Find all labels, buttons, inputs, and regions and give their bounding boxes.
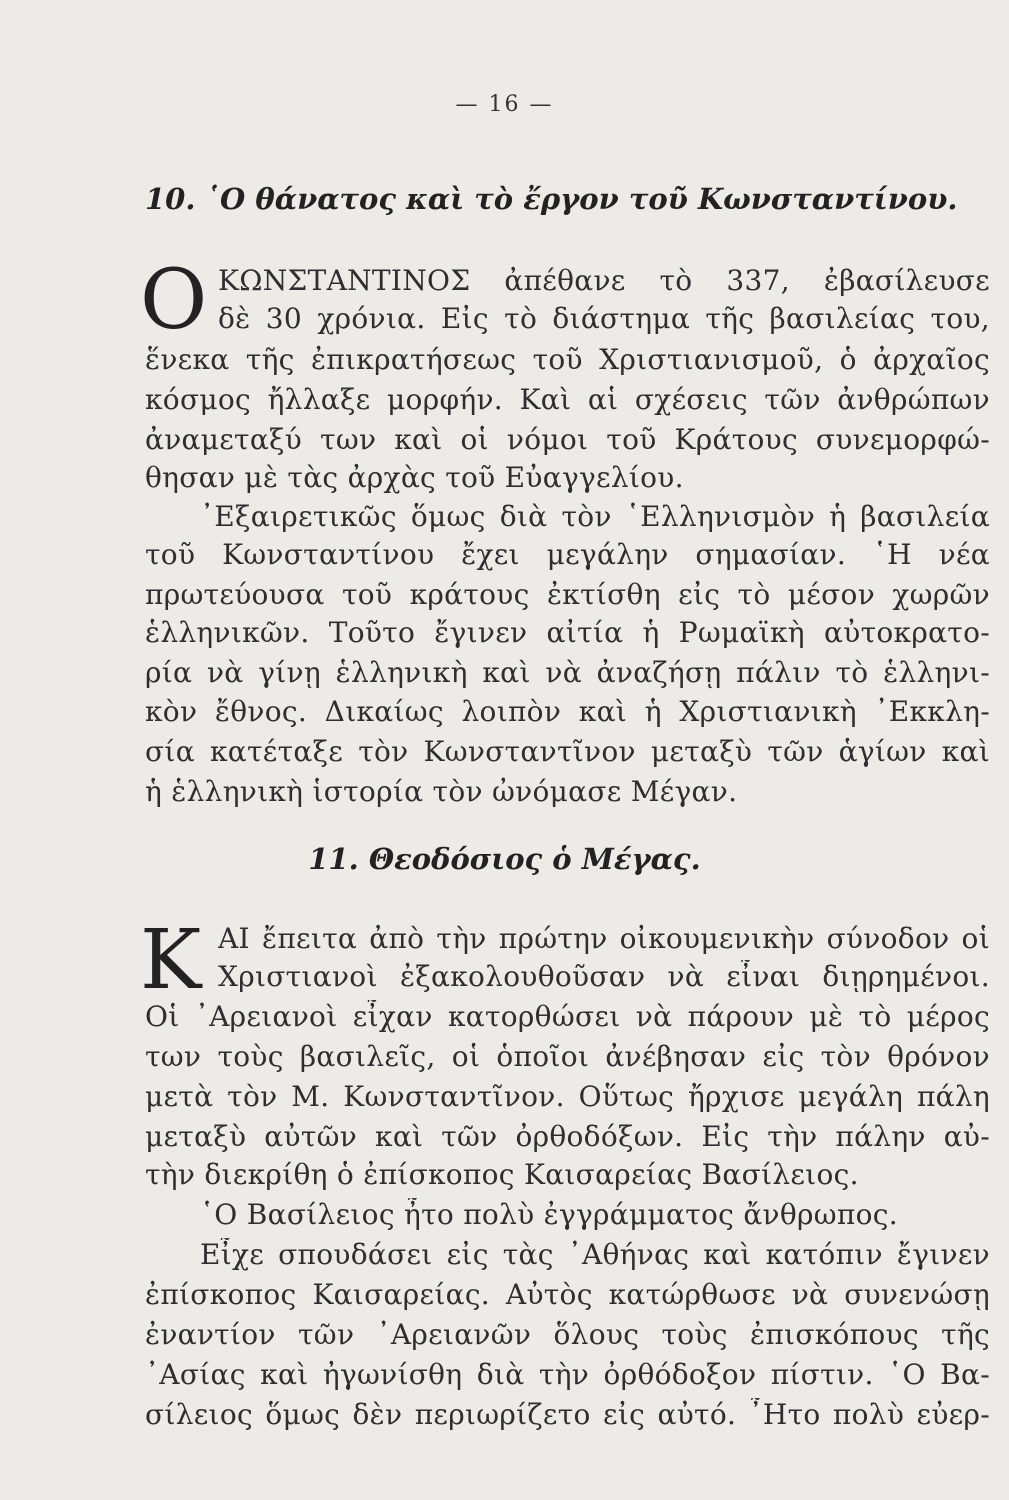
paragraph-line: Εἶχε σπουδάσει εἰς τὰς ᾿Αθήνας καὶ κατόπιν ἔγινεν <box>200 1238 990 1271</box>
paragraph-line: τοῦ Κωνσταντίνου ἔχει μεγάλην σημασίαν. ῾Η νέα <box>145 538 990 571</box>
paragraph-line: κόσμος ἤλλαξε μορφήν. Καὶ αἱ σχέσεις τῶν ἀνθρώπων <box>145 383 990 416</box>
paragraph-line: ἀναμεταξύ των καὶ οἱ νόμοι τοῦ Κράτους συνεμορφώ- <box>145 423 990 456</box>
paragraph-line: ἐναντίον τῶν ᾿Αρειανῶν ὅλους τοὺς ἐπισκόπους τῆς <box>145 1318 990 1351</box>
drop-cap: Κ <box>140 913 202 1008</box>
section-heading-10: 10. ῾Ο θάνατος καὶ τὸ ἔργον τοῦ Κωνσταντίνου. <box>145 182 958 216</box>
paragraph-line: ᾿Ασίας καὶ ἠγωνίσθη διὰ τὴν ὀρθόδοξον πίστιν. ῾Ο Βα- <box>145 1358 990 1391</box>
paragraph-line: ἡ ἑλληνικὴ ἱστορία τὸν ὠνόμασε Μέγαν. <box>145 775 738 808</box>
paragraph-line: ῾Ο Βασίλειος ἦτο πολὺ ἐγγράμματος ἄνθρωπος. <box>200 1198 898 1231</box>
paragraph-line: των τοὺς βασιλεῖς, οἱ ὁποῖοι ἀνέβησαν εἰς τὸν θρόνον <box>145 1040 990 1073</box>
page-number: — 16 — <box>455 92 554 117</box>
paragraph-line: Χριστιανοὶ ἐξακολουθοῦσαν νὰ εἶναι διῃρημένοι. <box>218 960 990 993</box>
paragraph-line: ρία νὰ γίνῃ ἑλληνικὴ καὶ νὰ ἀναζήσῃ πάλιν τὸ ἑλληνι- <box>145 656 990 689</box>
paragraph-line: Οἱ ᾿Αρειανοὶ εἶχαν κατορθώσει νὰ πάρουν μὲ τὸ μέρος <box>145 1000 990 1033</box>
paragraph-line: ΚΩΝΣΤΑΝΤΙΝΟΣ ἀπέθανε τὸ 337, ἐβασίλευσε <box>218 264 990 297</box>
paragraph-line: μετὰ τὸν Μ. Κωνσταντῖνον. Οὕτως ἤρχισε μεγάλη πάλη <box>145 1080 990 1113</box>
paragraph-line: τὴν διεκρίθη ὁ ἐπίσκοπος Καισαρείας Βασίλειος. <box>145 1158 859 1191</box>
paragraph-line: ἑλληνικῶν. Τοῦτο ἔγινεν αἰτία ἡ Ρωμαϊκὴ αὐτοκρατο- <box>145 616 990 649</box>
paragraph-line: θησαν μὲ τὰς ἀρχὰς τοῦ Εὐαγγελίου. <box>145 461 684 494</box>
paragraph-line: ἕνεκα τῆς ἐπικρατήσεως τοῦ Χριστιανισμοῦ, ὁ ἀρχαῖος <box>145 343 990 376</box>
paragraph-line: κὸν ἔθνος. Δικαίως λοιπὸν καὶ ἡ Χριστιανικὴ ᾿Εκκλη- <box>145 695 990 728</box>
paragraph-line: σία κατέταξε τὸν Κωνσταντῖνον μεταξὺ τῶν ἁγίων καὶ <box>145 735 990 768</box>
paragraph-line: δὲ 30 χρόνια. Εἰς τὸ διάστημα τῆς βασιλείας του, <box>218 302 990 335</box>
paragraph-line: μεταξὺ αὐτῶν καὶ τῶν ὀρθοδόξων. Εἰς τὴν πάλην αὐ- <box>145 1120 990 1153</box>
drop-cap: Ο <box>140 253 208 348</box>
paragraph-line: σίλειος ὅμως δὲν περιωρίζετο εἰς αὐτό. ῏Ητο πολὺ εὐερ- <box>145 1398 990 1431</box>
paragraph-line: ΑΙ ἔπειτα ἀπὸ τὴν πρώτην οἰκουμενικὴν σύνοδον οἱ <box>218 922 990 955</box>
section-heading-11: 11. Θεοδόσιος ὁ Μέγας. <box>308 842 701 876</box>
paragraph-line: πρωτεύουσα τοῦ κράτους ἐκτίσθη εἰς τὸ μέσον χωρῶν <box>145 578 990 611</box>
paragraph-line: ᾿Εξαιρετικῶς ὅμως διὰ τὸν ῾Ελληνισμὸν ἡ βασιλεία <box>200 500 990 533</box>
paragraph-line: ἐπίσκοπος Καισαρείας. Αὐτὸς κατώρθωσε νὰ συνενώσῃ <box>145 1278 990 1311</box>
